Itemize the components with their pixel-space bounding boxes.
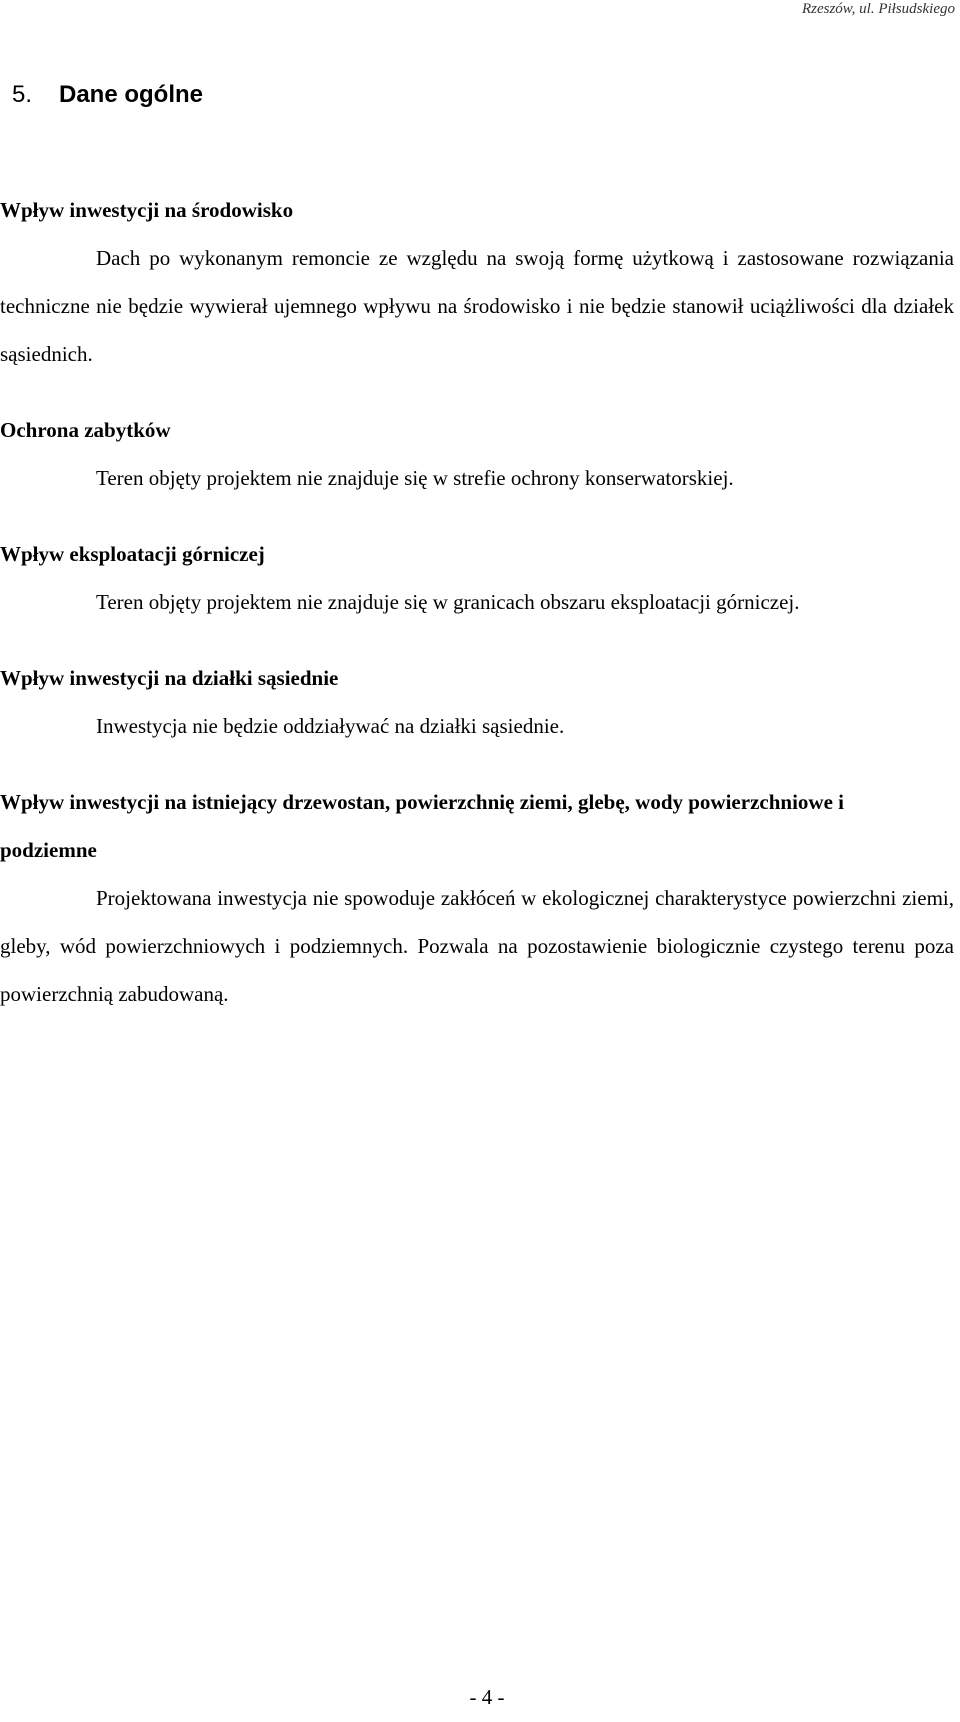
document-header-location: Rzeszów, ul. Piłsudskiego — [801, 1, 955, 17]
chapter-title: Dane ogólne — [59, 81, 204, 108]
section-heading: Wpływ inwestycji na środowisko — [0, 198, 294, 222]
section-paragraph: Projektowana inwestycja nie spowoduje zakłóceń w ekologicznej charakterystyce powierzchni ziemi, gleby, wód powierzchniowych i podziemnych. Pozwala na pozostawienie biologicznie czystego terenu poza powierzchnią zabudowaną. — [0, 886, 954, 1006]
document-body — [0, 186, 954, 1018]
section-monuments — [0, 406, 954, 502]
section-paragraph: Dach po wykonanym remoncie ze względu na swoją formę użytkową i zastosowane rozwiązania techniczne nie będzie wywierał ujemnego wpływu na środowisko i nie będzie stanowił uciążliwości dla działek sąsiednich. — [0, 246, 954, 366]
section-paragraph: Teren objęty projektem nie znajduje się w granicach obszaru eksploatacji górniczej. — [96, 590, 800, 614]
section-paragraph: Teren objęty projektem nie znajduje się w strefie ochrony konserwatorskiej. — [96, 466, 734, 490]
section-mining — [0, 530, 954, 626]
section-heading: Wpływ inwestycji na istniejący drzewostan, powierzchnię ziemi, glebę, wody powierzchniowe i podziemne — [0, 790, 844, 862]
chapter-heading — [12, 80, 203, 110]
section-heading: Wpływ inwestycji na działki sąsiednie — [0, 666, 339, 690]
section-environment — [0, 186, 954, 378]
section-neighbouring-plots — [0, 654, 954, 750]
section-paragraph: Inwestycja nie będzie oddziaływać na działki sąsiednie. — [96, 714, 565, 738]
section-heading: Wpływ eksploatacji górniczej — [0, 542, 265, 566]
page-number: - 4 - — [469, 1685, 505, 1709]
chapter-number: 5. — [12, 81, 33, 108]
section-trees-soil-water — [0, 778, 954, 1018]
section-heading: Ochrona zabytków — [0, 418, 171, 442]
